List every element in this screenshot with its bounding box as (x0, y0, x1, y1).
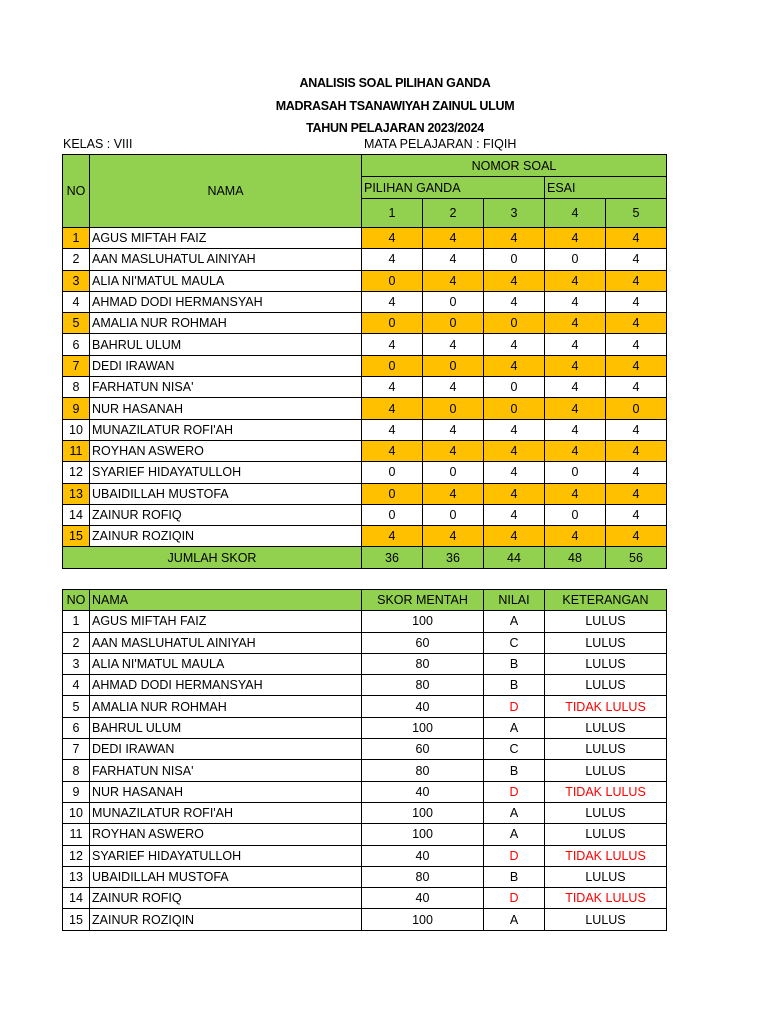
score-cell: 4 (606, 462, 667, 483)
result-table (62, 589, 667, 931)
student-name: DEDI IRAWAN (90, 739, 362, 760)
student-name: ROYHAN ASWERO (90, 824, 362, 845)
grade: B (484, 866, 545, 887)
raw-score: 80 (362, 760, 484, 781)
header-nilai: NILAI (484, 590, 545, 611)
score-cell: 4 (484, 504, 545, 525)
total-cell: 48 (545, 547, 606, 568)
header-nomor-soal: NOMOR SOAL (362, 155, 667, 177)
score-cell: 4 (606, 355, 667, 376)
score-cell: 4 (423, 440, 484, 461)
score-cell: 4 (423, 377, 484, 398)
score-cell: 4 (362, 398, 423, 419)
raw-score: 80 (362, 866, 484, 887)
row-no: 5 (63, 696, 90, 717)
grade: A (484, 909, 545, 930)
student-name: NUR HASANAH (90, 781, 362, 802)
score-cell: 4 (606, 419, 667, 440)
student-name: SYARIEF HIDAYATULLOH (90, 462, 362, 483)
row-no: 14 (63, 504, 90, 525)
student-name: NUR HASANAH (90, 398, 362, 419)
score-table (62, 154, 667, 569)
header-esai: ESAI (545, 177, 667, 199)
grade: D (484, 888, 545, 909)
header-question-4: 4 (545, 199, 606, 228)
raw-score: 40 (362, 845, 484, 866)
score-cell: 4 (423, 526, 484, 547)
header-keterangan: KETERANGAN (545, 590, 667, 611)
table-row (63, 334, 667, 355)
row-no: 12 (63, 462, 90, 483)
status-text: LULUS (545, 824, 667, 845)
title-line-1: ANALISIS SOAL PILIHAN GANDA (299, 76, 491, 90)
student-name: ALIA NI'MATUL MAULA (90, 653, 362, 674)
student-name: UBAIDILLAH MUSTOFA (90, 866, 362, 887)
score-cell: 4 (362, 249, 423, 270)
table-row (63, 504, 667, 525)
header-no: NO (63, 155, 90, 228)
total-label: JUMLAH SKOR (63, 547, 362, 568)
header-question-2: 2 (423, 199, 484, 228)
status-text: LULUS (545, 675, 667, 696)
score-cell: 0 (606, 398, 667, 419)
row-no: 9 (63, 781, 90, 802)
grade: D (484, 781, 545, 802)
table-row (63, 824, 667, 845)
score-cell: 4 (423, 483, 484, 504)
score-cell: 4 (545, 291, 606, 312)
score-cell: 4 (545, 377, 606, 398)
row-no: 2 (63, 632, 90, 653)
header-question-1: 1 (362, 199, 423, 228)
score-cell: 4 (423, 249, 484, 270)
score-cell: 4 (484, 419, 545, 440)
row-no: 5 (63, 313, 90, 334)
grade: D (484, 696, 545, 717)
row-no: 13 (63, 483, 90, 504)
row-no: 6 (63, 717, 90, 738)
score-cell: 0 (545, 504, 606, 525)
row-no: 8 (63, 377, 90, 398)
table-row (63, 632, 667, 653)
raw-score: 100 (362, 611, 484, 632)
score-cell: 0 (423, 462, 484, 483)
row-no: 15 (63, 526, 90, 547)
score-cell: 4 (606, 334, 667, 355)
grade: B (484, 653, 545, 674)
table-row (63, 888, 667, 909)
score-cell: 4 (484, 526, 545, 547)
student-name: SYARIEF HIDAYATULLOH (90, 845, 362, 866)
table-row (63, 845, 667, 866)
raw-score: 60 (362, 739, 484, 760)
grade: D (484, 845, 545, 866)
student-name: UBAIDILLAH MUSTOFA (90, 483, 362, 504)
student-name: FARHATUN NISA' (90, 377, 362, 398)
row-no: 2 (63, 249, 90, 270)
score-cell: 4 (545, 398, 606, 419)
score-cell: 4 (545, 483, 606, 504)
header-nama: NAMA (90, 590, 362, 611)
score-cell: 0 (362, 355, 423, 376)
score-cell: 0 (423, 313, 484, 334)
score-cell: 4 (484, 270, 545, 291)
student-name: AMALIA NUR ROHMAH (90, 696, 362, 717)
document-title (0, 72, 768, 140)
table-row (63, 760, 667, 781)
student-name: AGUS MIFTAH FAIZ (90, 611, 362, 632)
status-text: LULUS (545, 760, 667, 781)
grade: C (484, 739, 545, 760)
header-skor-mentah: SKOR MENTAH (362, 590, 484, 611)
score-cell: 0 (545, 249, 606, 270)
row-no: 11 (63, 440, 90, 461)
score-cell: 4 (484, 228, 545, 249)
student-name: AMALIA NUR ROHMAH (90, 313, 362, 334)
raw-score: 80 (362, 675, 484, 696)
score-cell: 4 (606, 377, 667, 398)
student-name: AHMAD DODI HERMANSYAH (90, 675, 362, 696)
score-cell: 0 (423, 355, 484, 376)
student-name: AHMAD DODI HERMANSYAH (90, 291, 362, 312)
student-name: ZAINUR ROFIQ (90, 504, 362, 525)
grade: A (484, 611, 545, 632)
table-row (63, 355, 667, 376)
grade: A (484, 802, 545, 823)
score-cell: 4 (484, 462, 545, 483)
row-no: 14 (63, 888, 90, 909)
table-row (63, 462, 667, 483)
table-row (63, 526, 667, 547)
student-name: BAHRUL ULUM (90, 334, 362, 355)
score-cell: 4 (606, 483, 667, 504)
row-no: 7 (63, 355, 90, 376)
grade: A (484, 824, 545, 845)
student-name: AAN MASLUHATUL AINIYAH (90, 632, 362, 653)
row-no: 12 (63, 845, 90, 866)
status-text: TIDAK LULUS (545, 781, 667, 802)
score-cell: 4 (484, 291, 545, 312)
table-row (63, 802, 667, 823)
table-row (63, 270, 667, 291)
header-question-3: 3 (484, 199, 545, 228)
header-pilihan-ganda: PILIHAN GANDA (362, 177, 545, 199)
score-cell: 4 (484, 334, 545, 355)
row-no: 4 (63, 675, 90, 696)
score-cell: 0 (484, 313, 545, 334)
score-cell: 4 (362, 526, 423, 547)
raw-score: 40 (362, 696, 484, 717)
score-cell: 4 (606, 228, 667, 249)
student-name: ROYHAN ASWERO (90, 440, 362, 461)
status-text: LULUS (545, 632, 667, 653)
table-row (63, 249, 667, 270)
score-cell: 4 (362, 334, 423, 355)
header-nama: NAMA (90, 155, 362, 228)
status-text: LULUS (545, 909, 667, 930)
score-cell: 4 (362, 377, 423, 398)
score-cell: 4 (423, 228, 484, 249)
score-cell: 0 (362, 313, 423, 334)
status-text: LULUS (545, 739, 667, 760)
student-name: MUNAZILATUR ROFI'AH (90, 419, 362, 440)
student-name: ZAINUR ROZIQIN (90, 909, 362, 930)
status-text: LULUS (545, 802, 667, 823)
score-cell: 4 (606, 249, 667, 270)
row-no: 3 (63, 653, 90, 674)
score-cell: 4 (606, 270, 667, 291)
score-cell: 4 (484, 355, 545, 376)
score-cell: 4 (545, 228, 606, 249)
raw-score: 60 (362, 632, 484, 653)
score-cell: 4 (423, 270, 484, 291)
row-no: 3 (63, 270, 90, 291)
score-cell: 0 (362, 270, 423, 291)
score-cell: 4 (606, 440, 667, 461)
score-cell: 4 (606, 526, 667, 547)
grade: B (484, 760, 545, 781)
score-cell: 4 (423, 334, 484, 355)
table-row (63, 781, 667, 802)
raw-score: 40 (362, 781, 484, 802)
row-no: 8 (63, 760, 90, 781)
raw-score: 80 (362, 653, 484, 674)
score-cell: 0 (423, 398, 484, 419)
table-row (63, 440, 667, 461)
score-cell: 0 (362, 483, 423, 504)
row-no: 6 (63, 334, 90, 355)
table-row (63, 739, 667, 760)
student-name: AGUS MIFTAH FAIZ (90, 228, 362, 249)
score-cell: 4 (545, 440, 606, 461)
table-row (63, 483, 667, 504)
score-cell: 4 (606, 313, 667, 334)
score-cell: 4 (484, 440, 545, 461)
title-line-2: MADRASAH TSANAWIYAH ZAINUL ULUM (275, 98, 515, 113)
score-cell: 0 (484, 398, 545, 419)
score-cell: 0 (423, 291, 484, 312)
score-cell: 4 (362, 291, 423, 312)
grade: C (484, 632, 545, 653)
table-row (63, 653, 667, 674)
raw-score: 100 (362, 717, 484, 738)
score-cell: 4 (606, 504, 667, 525)
student-name: FARHATUN NISA' (90, 760, 362, 781)
status-text: LULUS (545, 717, 667, 738)
status-text: TIDAK LULUS (545, 845, 667, 866)
row-no: 9 (63, 398, 90, 419)
header-no: NO (63, 590, 90, 611)
score-cell: 0 (545, 462, 606, 483)
student-name: ZAINUR ROZIQIN (90, 526, 362, 547)
row-no: 11 (63, 824, 90, 845)
header-question-5: 5 (606, 199, 667, 228)
table-row (63, 228, 667, 249)
score-cell: 4 (606, 291, 667, 312)
row-no: 13 (63, 866, 90, 887)
score-cell: 0 (484, 249, 545, 270)
table-row (63, 291, 667, 312)
status-text: LULUS (545, 611, 667, 632)
status-text: LULUS (545, 866, 667, 887)
table-row (63, 696, 667, 717)
raw-score: 40 (362, 888, 484, 909)
student-name: AAN MASLUHATUL AINIYAH (90, 249, 362, 270)
total-cell: 56 (606, 547, 667, 568)
table-row (63, 398, 667, 419)
row-no: 4 (63, 291, 90, 312)
score-cell: 4 (545, 334, 606, 355)
student-name: DEDI IRAWAN (90, 355, 362, 376)
table-row (63, 377, 667, 398)
table-row (63, 611, 667, 632)
total-cell: 44 (484, 547, 545, 568)
row-no: 10 (63, 419, 90, 440)
score-cell: 0 (423, 504, 484, 525)
class-label: KELAS : VIII (63, 137, 133, 151)
score-cell: 4 (362, 419, 423, 440)
score-cell: 4 (545, 526, 606, 547)
score-cell: 4 (362, 440, 423, 461)
row-no: 10 (63, 802, 90, 823)
table-row (63, 866, 667, 887)
table-row (63, 419, 667, 440)
score-cell: 4 (545, 355, 606, 376)
row-no: 7 (63, 739, 90, 760)
score-cell: 4 (484, 483, 545, 504)
score-cell: 0 (484, 377, 545, 398)
score-cell: 4 (423, 419, 484, 440)
table-row (63, 717, 667, 738)
table-row (63, 675, 667, 696)
student-name: BAHRUL ULUM (90, 717, 362, 738)
status-text: LULUS (545, 653, 667, 674)
grade: A (484, 717, 545, 738)
status-text: TIDAK LULUS (545, 696, 667, 717)
score-cell: 4 (545, 419, 606, 440)
student-name: MUNAZILATUR ROFI'AH (90, 802, 362, 823)
total-cell: 36 (423, 547, 484, 568)
total-cell: 36 (362, 547, 423, 568)
raw-score: 100 (362, 802, 484, 823)
table-row (63, 313, 667, 334)
score-cell: 4 (362, 228, 423, 249)
grade: B (484, 675, 545, 696)
student-name: ZAINUR ROFIQ (90, 888, 362, 909)
title-line-3: TAHUN PELAJARAN 2023/2024 (306, 121, 484, 135)
row-no: 1 (63, 228, 90, 249)
row-no: 15 (63, 909, 90, 930)
score-cell: 0 (362, 504, 423, 525)
raw-score: 100 (362, 909, 484, 930)
row-no: 1 (63, 611, 90, 632)
score-cell: 0 (362, 462, 423, 483)
subject-label: MATA PELAJARAN : FIQIH (364, 137, 517, 151)
score-cell: 4 (545, 270, 606, 291)
raw-score: 100 (362, 824, 484, 845)
student-name: ALIA NI'MATUL MAULA (90, 270, 362, 291)
table-row (63, 909, 667, 930)
score-cell: 4 (545, 313, 606, 334)
status-text: TIDAK LULUS (545, 888, 667, 909)
